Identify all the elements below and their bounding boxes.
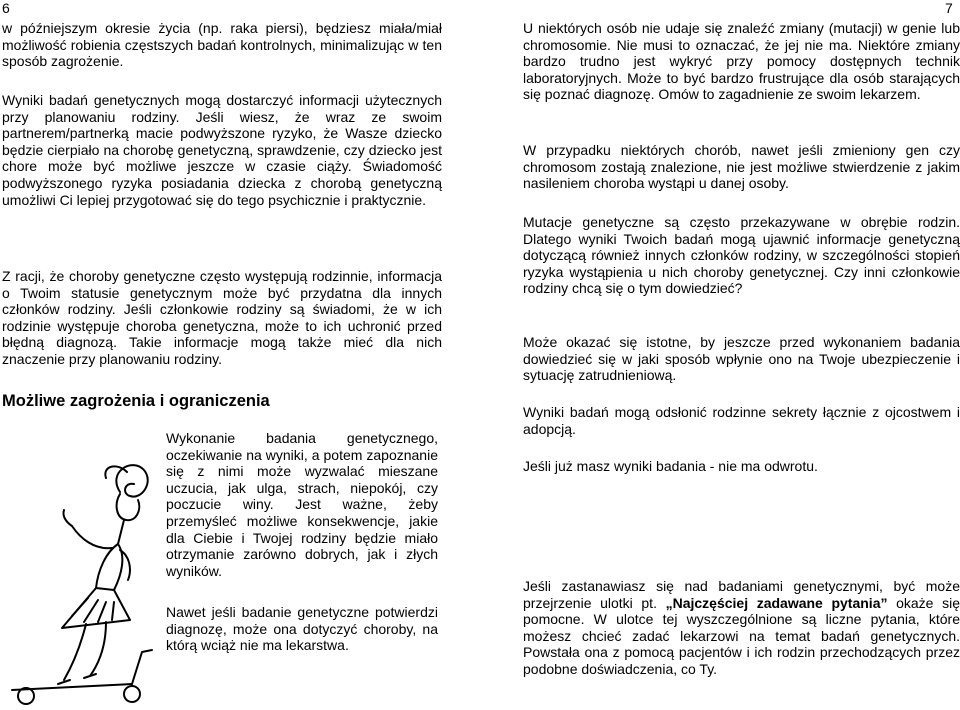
paragraph-left-4: Wykonanie badania genetycznego, oczekiwanie na wyniki, a potem zapoznanie się z nimi może wyzwalać mieszane uczucia, jak ulga, strach, niepokój, czy poczucie winy. Jest ważne, żeby przemyśleć możliwe konsekwencje, jakie dla Ciebie i Twojej rodziny będzie miało otrzymanie zarówno dobrych, jak i złych wyników. <box>166 430 438 579</box>
paragraph-right-4: Może okazać się istotne, by jeszcze przed wykonaniem badania dowiedzieć się w jaki sposób wpłynie ono na Twoje ubezpieczenie i sytuację zatrudnieniową. <box>523 334 960 384</box>
section-heading: Możliwe zagrożenia i ograniczenia <box>2 392 270 410</box>
paragraph-right-5: Wyniki badań mogą odsłonić rodzinne sekrety łącznie z ojcostwem i adopcją. <box>523 404 960 437</box>
woman-scooter-drawing <box>2 452 162 706</box>
paragraph-left-5: Nawet jeśli badanie genetyczne potwierdzi diagnozę, może ona dotyczyć choroby, na którą wciąż nie ma lekarstwa. <box>166 604 438 654</box>
leaflet-title: „Najczęściej zadawane pytania” <box>665 594 888 611</box>
paragraph-right-7-text-b: okaże się pomocne. W ulotce tej wyszczególnione są liczne pytania, które możesz chcieć zadać lekarzowi na temat badań genetycznych. Powstała ona z pomocą pacjentów i ich rodzin przechodzących przez podobne doświadczenia, co Ty. <box>523 594 960 677</box>
paragraph-right-6: Jeśli już masz wyniki badania - nie ma odwrotu. <box>523 458 818 474</box>
paragraph-left-2: Wyniki badań genetycznych mogą dostarczyć informacji użytecznych przy planowaniu rodziny. Jeśli wiesz, że wraz ze swoim partnerem/partnerką macie podwyższone ryzyko, że Wasze dziecko będzie cierpiało na chorobę genetyczną, sprawdzenie, czy dziecko jest chore może być możliwe jeszcze w czasie ciąży. Świadomość podwyższonego ryzyka posiadania dziecka z chorobą genetyczną umożliwi Ci lepiej przygotować się do tego psychicznie i praktycznie. <box>2 92 442 208</box>
paragraph-left-3: Z racji, że choroby genetyczne często występują rodzinnie, informacja o Twoim statusie genetycznym może być przydatna dla innych członków rodziny. Jeśli członkowie rodziny są świadomi, że w ich rodzinie występuje choroba genetyczna, może to ich uchronić przed błędną diagnozą. Takie informacje mogą także mieć dla nich znaczenie przy planowaniu rodziny. <box>2 268 442 367</box>
paragraph-right-7 <box>523 578 960 678</box>
paragraph-right-1: U niektórych osób nie udaje się znaleźć zmiany (mutacji) w genie lub chromosomie. Nie musi to oznaczać, że jej nie ma. Niektóre zmiany bardzo trudno jest wykryć przy pomocy dostępnych technik laboratoryjnych. Może to być bardzo frustrujące dla osób starających się poznać diagnozę. Omów to zagadnienie ze swoim lekarzem. <box>523 20 960 103</box>
paragraph-right-2: W przypadku niektórych chorób, nawet jeśli zmieniony gen czy chromosom zostają znalezione, nie jest możliwe stwierdzenie z jakim nasileniem choroba wystąpi u danej osoby. <box>523 142 960 192</box>
paragraph-left-1: w późniejszym okresie życia (np. raka piersi), będziesz miała/miał możliwość robienia częstszych badań kontrolnych, minimalizując w ten sposób zagrożenie. <box>2 20 442 70</box>
page-number-right: 7 <box>945 0 953 16</box>
paragraph-right-7-text-a: Jeśli zastanawiasz się nad badaniami genetycznymi, być może przejrzenie ulotki pt. <box>523 578 960 611</box>
woman-scooter-illustration <box>2 452 162 706</box>
paragraph-right-3: Mutacje genetyczne są często przekazywane w obrębie rodzin. Dlatego wyniki Twoich badań mogą ujawnić informacje genetyczną dotyczącą również innych członków rodziny, w szczególności stopień ryzyka wystąpienia u nich choroby genetycznej. Czy inni członkowie rodziny chcą się o tym dowiedzieć? <box>523 214 960 297</box>
page-number-left: 6 <box>2 0 10 16</box>
